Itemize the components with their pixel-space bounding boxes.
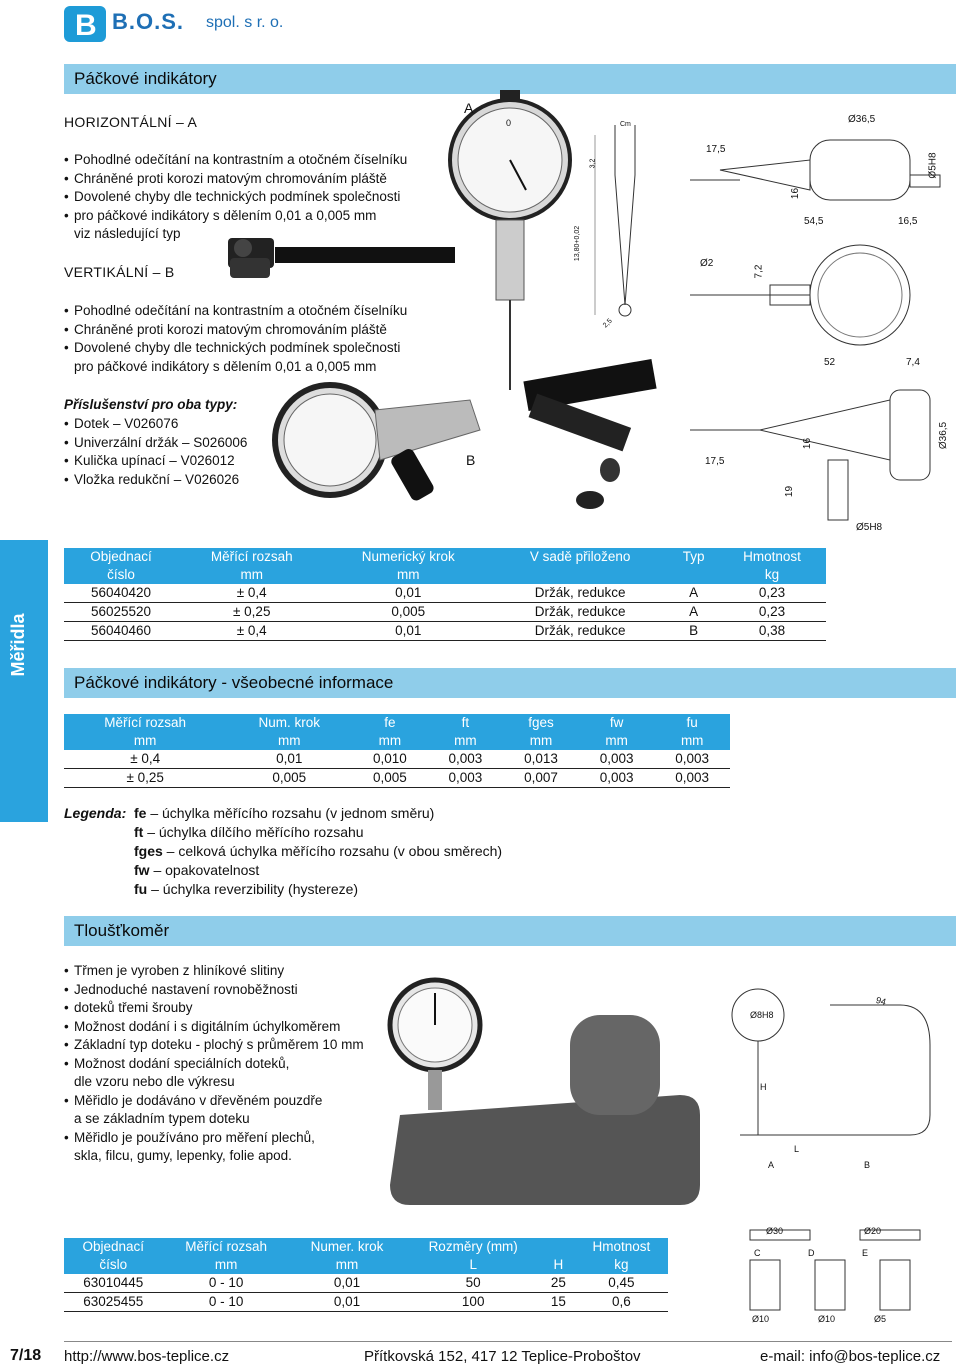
dim-54-5: 54,5 — [804, 216, 824, 227]
svg-text:0: 0 — [506, 118, 512, 128]
table-header: mm — [226, 732, 352, 750]
footer-address: Přítkovská 152, 417 12 Teplice-Proboštov — [364, 1348, 641, 1365]
list-item: • Vložka redukční – V026026 — [64, 471, 294, 490]
dim-d8h8: Ø8H8 — [750, 1010, 774, 1020]
contact-tips-drawing — [730, 1200, 950, 1330]
table-cell: 15 — [542, 1293, 575, 1312]
table-cell: 0,007 — [503, 769, 579, 788]
drawing-b-side — [680, 380, 950, 530]
dim-d10-b: Ø10 — [818, 1314, 836, 1324]
table-header: mm — [178, 566, 325, 584]
list-item: skla, filcu, gumy, lepenky, folie apod. — [74, 1148, 292, 1163]
footer-url[interactable]: http://www.bos-teplice.cz — [64, 1348, 230, 1365]
table-cell: 0,01 — [226, 750, 352, 769]
table-cell: 56025520 — [64, 603, 178, 622]
tip-d: D — [808, 1248, 815, 1258]
table-cell: ± 0,4 — [178, 584, 325, 603]
list-item: dle vzoru nebo dle výkresu — [74, 1074, 235, 1089]
table-header: Hmotnost — [575, 1238, 668, 1256]
table-cell: 100 — [404, 1293, 542, 1312]
table-header: Rozměry (mm) — [404, 1238, 542, 1256]
footer-email[interactable]: e-mail: info@bos-teplice.cz — [760, 1348, 941, 1365]
table-cell: 56040420 — [64, 584, 178, 603]
list-item: • Měřidlo je dodáváno v dřevěném pouzdře — [64, 1092, 384, 1111]
table-cell: 0,005 — [325, 603, 491, 622]
table-cell: 50 — [404, 1274, 542, 1293]
list-item: • Chráněné proti korozi matovým chromováním pláště — [64, 170, 444, 189]
horizontal-heading: HORIZONTÁLNÍ – A — [64, 114, 198, 130]
section-title-general-info: Páčkové indikátory - všeobecné informace — [64, 668, 956, 698]
table-header: Numerický krok — [325, 548, 491, 566]
list-item: • Dovolené chyby dle technických podmínek společnosti — [64, 339, 444, 358]
table-cell: 0,01 — [325, 622, 491, 641]
list-item: • Základní typ doteku - plochý s průměrem 10 mm — [64, 1036, 384, 1055]
list-item: • Chráněné proti korozi matovým chromováním pláště — [64, 321, 444, 340]
vertical-heading: VERTIKÁLNÍ – B — [64, 264, 175, 280]
table-row — [64, 750, 730, 769]
table-header: mm — [352, 732, 428, 750]
table-cell: ± 0,4 — [178, 622, 325, 641]
dim-d5h8-b: Ø5H8 — [856, 522, 883, 533]
table-header: Num. krok — [226, 714, 352, 732]
brand-logo — [64, 6, 106, 42]
dim-17-5-b: 17,5 — [705, 456, 725, 467]
table-header — [542, 1238, 575, 1256]
dim-d30: Ø30 — [766, 1226, 784, 1236]
table-header: mm — [290, 1256, 404, 1274]
table-header: V sadě přiloženo — [491, 548, 669, 566]
table-header: Měřící rozsah — [178, 548, 325, 566]
table-cell: 0,005 — [352, 769, 428, 788]
table-header: Objednací — [64, 548, 178, 566]
table-header — [669, 566, 718, 584]
list-item: • Pohodlné odečítání na kontrastním a otočném číselníku — [64, 151, 444, 170]
dim-16-5: 16,5 — [898, 216, 918, 227]
table-cell: 0,6 — [575, 1293, 668, 1312]
thickness-gauge-image — [380, 975, 710, 1215]
list-item: • Univerzální držák – S026006 — [64, 434, 294, 453]
table-header: mm — [163, 1256, 290, 1274]
table-header: H — [542, 1256, 575, 1274]
dim-d2: Ø2 — [700, 258, 714, 269]
legend-item: fges – celková úchylka měřícího rozsahu (v obou směrech) — [134, 843, 503, 859]
legend-item: ft – úchylka dílčího měřícího rozsahu — [134, 824, 364, 840]
tip-e: E — [862, 1248, 869, 1258]
dim-a: A — [768, 1160, 775, 1170]
list-item: • Měřidlo je používáno pro měření plechů, — [64, 1129, 384, 1148]
dim-d10-a: Ø10 — [752, 1314, 770, 1324]
table-header: fw — [579, 714, 655, 732]
probe-drawing — [585, 115, 655, 345]
table-row — [64, 1274, 668, 1293]
table-header: číslo — [64, 1256, 163, 1274]
table-header: Měřící rozsah — [163, 1238, 290, 1256]
table-header: mm — [654, 732, 730, 750]
table-header: fges — [503, 714, 579, 732]
section-title-lever-indicators: Páčkové indikátory — [64, 64, 956, 94]
legend-item: fe – úchylka měřícího rozsahu (v jednom směru) — [134, 805, 435, 821]
dim-l: L — [794, 1144, 800, 1154]
table-cell: 0,23 — [718, 603, 826, 622]
table-header: fe — [352, 714, 428, 732]
brand-name: B.O.S. — [112, 9, 185, 34]
table-cell: A — [669, 584, 718, 603]
table-header: L — [404, 1256, 542, 1274]
label-b: B — [466, 452, 476, 468]
table-cell: ± 0,25 — [64, 769, 226, 788]
list-item: pro páčkové indikátory s dělením 0,01 a 0,005 mm — [74, 358, 377, 374]
thickness-gauge-features — [64, 962, 384, 1166]
label-a: A — [464, 100, 474, 116]
table-cell: 0 - 10 — [163, 1293, 290, 1312]
table-cell: ± 0,4 — [64, 750, 226, 769]
table-cell: ± 0,25 — [178, 603, 325, 622]
dim-d20: Ø20 — [864, 1226, 882, 1236]
table-header: Numer. krok — [290, 1238, 404, 1256]
list-item: • pro páčkové indikátory s dělením 0,01 a 0,005 mm — [64, 207, 444, 226]
table-header — [491, 566, 669, 584]
dim-17-5-a: 17,5 — [706, 144, 726, 155]
table-row — [64, 622, 826, 641]
table-row — [64, 584, 826, 603]
list-item: • Možnost dodání speciálních doteků, — [64, 1055, 384, 1074]
page-number: 7/18 — [10, 1347, 42, 1364]
dim-16-b: 16 — [802, 437, 814, 450]
svg-text:B: B — [75, 9, 97, 42]
table-cell: 0,003 — [654, 769, 730, 788]
table-cell: 0,01 — [290, 1274, 404, 1293]
dim-7-2: 7,2 — [753, 264, 765, 279]
legend-label: Legenda: — [64, 805, 127, 821]
brand-suffix: spol. s r. o. — [206, 14, 284, 31]
table-header: Měřící rozsah — [64, 714, 226, 732]
legend-item: fu – úchylka reverzibility (hystereze) — [134, 881, 359, 897]
table-cell: 63025455 — [64, 1293, 163, 1312]
tip-c: C — [754, 1248, 761, 1258]
table-cell: 0,005 — [226, 769, 352, 788]
dim-2-5: 2,5 — [601, 317, 614, 330]
table-row — [64, 769, 730, 788]
dim-19: 19 — [784, 485, 796, 498]
table-cell: B — [669, 622, 718, 641]
list-item: • Dovolené chyby dle technických podmínek společnosti — [64, 188, 444, 207]
table-header: ft — [428, 714, 504, 732]
lever-indicators-table — [64, 548, 826, 641]
drawing-a-top — [680, 120, 950, 230]
legend-item: fw – opakovatelnost — [134, 862, 260, 878]
table-header: mm — [428, 732, 504, 750]
dim-h: H — [760, 1082, 767, 1092]
list-item: a se základním typem doteku — [74, 1111, 250, 1126]
list-item: • doteků třemi šrouby — [64, 999, 384, 1018]
table-header: Objednací — [64, 1238, 163, 1256]
dim-b: B — [864, 1160, 871, 1170]
table-header: mm — [325, 566, 491, 584]
side-tab-label: Měřidla — [8, 613, 28, 677]
table-cell: 0,38 — [718, 622, 826, 641]
table-header: číslo — [64, 566, 178, 584]
table-cell: 63010445 — [64, 1274, 163, 1293]
table-cell: Držák, redukce — [491, 622, 669, 641]
table-header: Hmotnost — [718, 548, 826, 566]
table-cell: 0,01 — [290, 1293, 404, 1312]
table-cell: A — [669, 603, 718, 622]
dim-94: 94 — [874, 994, 888, 1008]
general-info-table — [64, 714, 730, 788]
table-header: fu — [654, 714, 730, 732]
list-item: • Třmen je vyroben z hliníkové slitiny — [64, 962, 384, 981]
table-row — [64, 1293, 668, 1312]
list-item: • Jednoduché nastavení rovnoběžnosti — [64, 981, 384, 1000]
table-cell: 25 — [542, 1274, 575, 1293]
dim-d36-5-a: Ø36,5 — [848, 114, 876, 125]
dim-52: 52 — [824, 357, 836, 368]
dim-3-2: 3,2 — [589, 158, 597, 169]
dim-16-a: 16 — [790, 187, 802, 200]
accessories-heading: Příslušenství pro oba typy: — [64, 397, 238, 412]
table-cell: 56040460 — [64, 622, 178, 641]
dim-13-80: 13,80+0,02 — [574, 225, 582, 262]
section-title-thickness-gauge: Tloušťkoměr — [64, 916, 956, 946]
table-cell: 0,23 — [718, 584, 826, 603]
table-cell: 0,45 — [575, 1274, 668, 1293]
table-cell: 0,003 — [654, 750, 730, 769]
legend-rows — [134, 804, 574, 899]
list-item: viz následující typ — [74, 226, 181, 241]
table-cell: 0,010 — [352, 750, 428, 769]
dim-cm: Cm — [620, 121, 631, 128]
table-cell: 0,013 — [503, 750, 579, 769]
table-header: kg — [575, 1256, 668, 1274]
table-cell: 0,01 — [325, 584, 491, 603]
table-cell: 0,003 — [579, 769, 655, 788]
table-cell: Držák, redukce — [491, 584, 669, 603]
dim-d36-5-b: Ø36,5 — [938, 421, 950, 450]
list-item: • Pohodlné odečítání na kontrastním a otočném číselníku — [64, 302, 444, 321]
table-cell: 0,003 — [579, 750, 655, 769]
list-item: • Kulička upínací – V026012 — [64, 452, 294, 471]
table-header: mm — [503, 732, 579, 750]
table-cell: 0,003 — [428, 769, 504, 788]
table-cell: Držák, redukce — [491, 603, 669, 622]
dim-d5: Ø5 — [874, 1314, 887, 1324]
thickness-gauge-table — [64, 1238, 668, 1312]
table-header: mm — [579, 732, 655, 750]
table-cell: 0,003 — [428, 750, 504, 769]
dim-7-4: 7,4 — [906, 357, 920, 368]
table-cell: 0 - 10 — [163, 1274, 290, 1293]
indicator-b-image — [270, 350, 670, 520]
drawing-b-dial — [680, 240, 950, 370]
dim-d5h8-a: Ø5H8 — [927, 152, 939, 179]
table-header: mm — [64, 732, 226, 750]
table-header: kg — [718, 566, 826, 584]
table-row — [64, 603, 826, 622]
list-item: • Možnost dodání i s digitálním úchylkoměrem — [64, 1018, 384, 1037]
list-item: • Dotek – V026076 — [64, 415, 294, 434]
footer-divider — [64, 1341, 952, 1342]
table-header: Typ — [669, 548, 718, 566]
